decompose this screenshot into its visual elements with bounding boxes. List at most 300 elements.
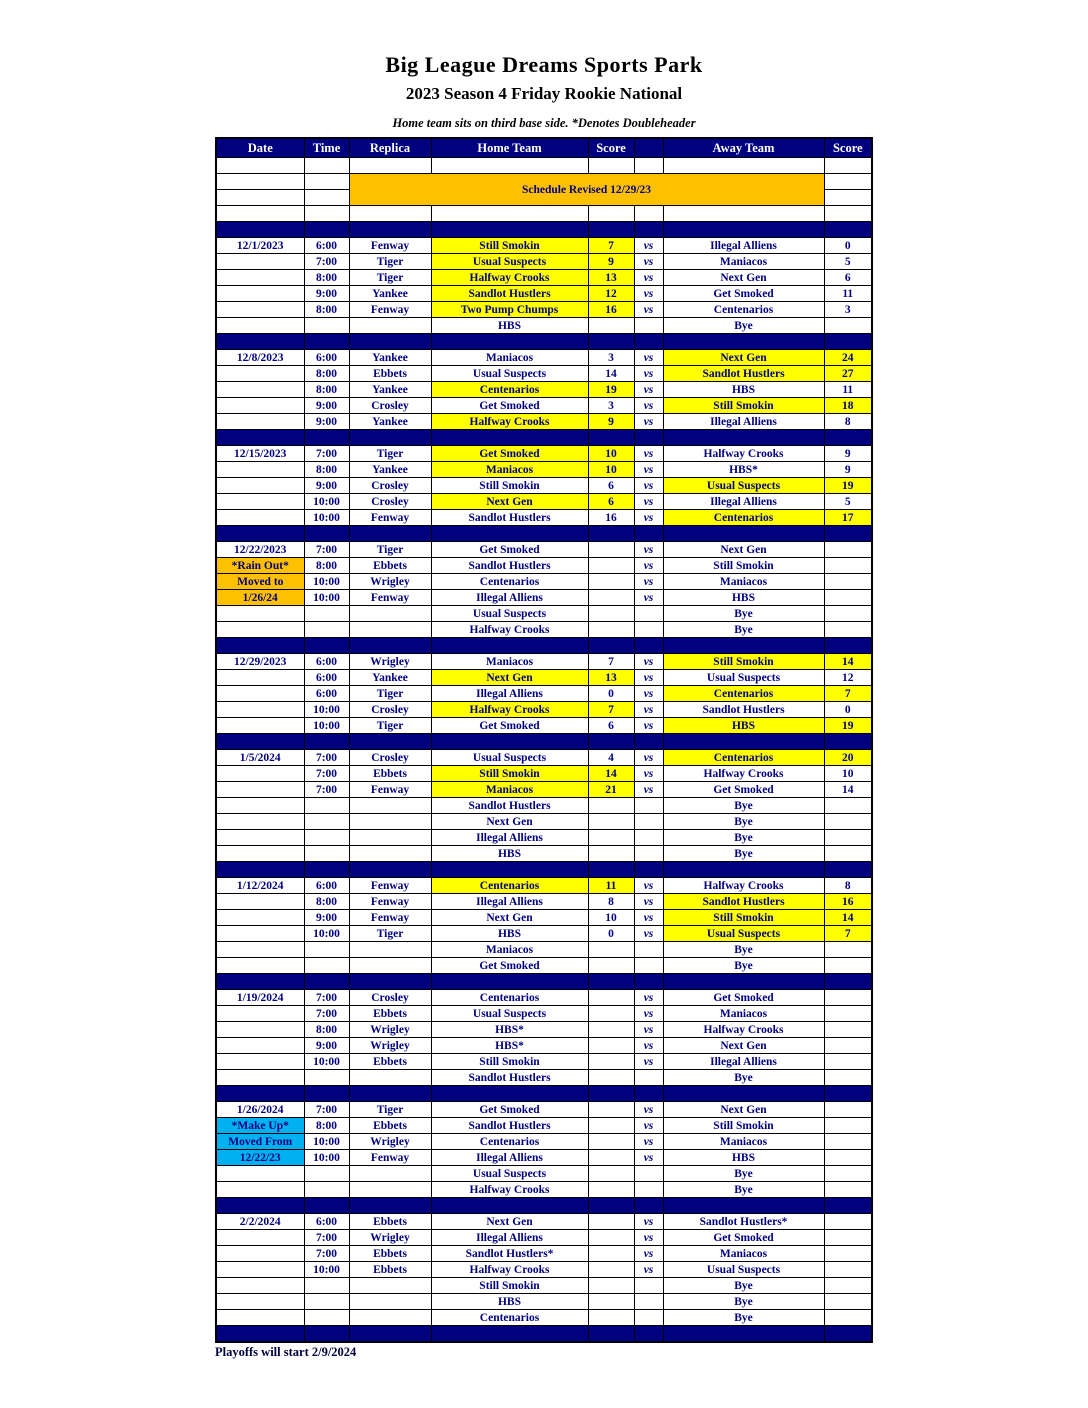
vs-cell	[634, 158, 663, 174]
vs-cell: vs	[634, 926, 663, 942]
home-score-cell	[588, 158, 634, 174]
home-team-cell: Centenarios	[431, 990, 588, 1006]
replica-cell	[349, 958, 431, 974]
time-cell: 7:00	[304, 1102, 349, 1118]
vs-cell: vs	[634, 702, 663, 718]
home-score-cell	[588, 1214, 634, 1230]
away-team-cell: Bye	[663, 958, 824, 974]
game-row	[216, 686, 872, 702]
vs-cell	[634, 606, 663, 622]
header-cell-time: Time	[304, 138, 349, 158]
home-score-cell: 7	[588, 654, 634, 670]
home-score-cell	[588, 814, 634, 830]
time-cell	[304, 158, 349, 174]
date-cell: 12/15/2023	[216, 446, 304, 462]
away-team-cell: Bye	[663, 1182, 824, 1198]
vs-cell: vs	[634, 558, 663, 574]
separator-band-cell	[304, 1198, 349, 1214]
replica-cell: Fenway	[349, 238, 431, 254]
away-team-cell: Halfway Crooks	[663, 878, 824, 894]
game-row	[216, 1054, 872, 1070]
away-score-cell	[824, 1118, 872, 1134]
time-cell: 10:00	[304, 1134, 349, 1150]
away-score-cell: 0	[824, 238, 872, 254]
replica-cell: Crosley	[349, 990, 431, 1006]
away-score-cell	[824, 1070, 872, 1086]
vs-cell: vs	[634, 1102, 663, 1118]
replica-cell: Wrigley	[349, 1022, 431, 1038]
home-score-cell	[588, 1006, 634, 1022]
date-cell: 1/26/24	[216, 590, 304, 606]
away-score-cell	[824, 1134, 872, 1150]
vs-cell: vs	[634, 254, 663, 270]
time-cell: 7:00	[304, 254, 349, 270]
away-score-cell: 9	[824, 462, 872, 478]
separator-band-cell	[349, 862, 431, 878]
home-team-cell: Next Gen	[431, 910, 588, 926]
away-score-cell: 9	[824, 446, 872, 462]
vs-cell	[634, 814, 663, 830]
game-row	[216, 350, 872, 366]
vs-cell: vs	[634, 398, 663, 414]
separator-band-cell	[588, 334, 634, 350]
away-team-cell: Bye	[663, 798, 824, 814]
bye-row	[216, 1166, 872, 1182]
date-cell: 1/26/2024	[216, 1102, 304, 1118]
vs-cell: vs	[634, 1134, 663, 1150]
time-cell: 10:00	[304, 702, 349, 718]
date-cell	[216, 766, 304, 782]
away-score-cell	[824, 1310, 872, 1326]
home-score-cell: 3	[588, 398, 634, 414]
home-team-cell: HBS	[431, 926, 588, 942]
home-score-cell	[588, 606, 634, 622]
home-team-cell: Centenarios	[431, 1310, 588, 1326]
home-team-cell: Usual Suspects	[431, 366, 588, 382]
separator-band-cell	[349, 638, 431, 654]
header-cell-home-team: Home Team	[431, 138, 588, 158]
away-team-cell: Maniacos	[663, 1134, 824, 1150]
game-row	[216, 302, 872, 318]
home-score-cell: 11	[588, 878, 634, 894]
away-score-cell: 7	[824, 926, 872, 942]
away-score-cell	[824, 318, 872, 334]
date-cell	[216, 942, 304, 958]
separator-band-cell	[588, 1326, 634, 1343]
time-cell	[304, 318, 349, 334]
home-team-cell: HBS	[431, 318, 588, 334]
bye-row	[216, 606, 872, 622]
replica-cell	[349, 798, 431, 814]
home-score-cell	[588, 1278, 634, 1294]
away-score-cell: 14	[824, 654, 872, 670]
home-score-cell: 13	[588, 670, 634, 686]
vs-cell: vs	[634, 238, 663, 254]
game-row	[216, 654, 872, 670]
away-team-cell: Halfway Crooks	[663, 1022, 824, 1038]
away-score-cell: 16	[824, 894, 872, 910]
vs-cell: vs	[634, 302, 663, 318]
separator-band-cell	[663, 222, 824, 238]
time-cell	[304, 190, 349, 206]
away-score-cell	[824, 798, 872, 814]
away-team-cell: Bye	[663, 622, 824, 638]
game-row	[216, 1150, 872, 1166]
away-team-cell: Maniacos	[663, 1006, 824, 1022]
date-cell: Moved to	[216, 574, 304, 590]
home-score-cell: 6	[588, 478, 634, 494]
replica-cell: Yankee	[349, 286, 431, 302]
vs-cell: vs	[634, 1150, 663, 1166]
away-team-cell: Usual Suspects	[663, 1262, 824, 1278]
home-team-cell: Sandlot Hustlers	[431, 510, 588, 526]
away-score-cell: 8	[824, 414, 872, 430]
home-team-cell: Get Smoked	[431, 542, 588, 558]
away-team-cell: Bye	[663, 1310, 824, 1326]
game-row	[216, 1230, 872, 1246]
page-title: Big League Dreams Sports Park	[385, 52, 703, 77]
home-team-cell: Centenarios	[431, 382, 588, 398]
away-team-cell: Bye	[663, 942, 824, 958]
home-score-cell	[588, 1070, 634, 1086]
date-cell: 1/19/2024	[216, 990, 304, 1006]
separator-band-cell	[634, 974, 663, 990]
date-cell: *Make Up*	[216, 1118, 304, 1134]
separator-band-cell	[588, 1086, 634, 1102]
time-cell: 6:00	[304, 878, 349, 894]
separator-band-cell	[431, 1198, 588, 1214]
home-score-cell	[588, 542, 634, 558]
separator-band-cell	[349, 334, 431, 350]
away-team-cell: Bye	[663, 1294, 824, 1310]
game-row	[216, 478, 872, 494]
separator-band-cell	[216, 1086, 304, 1102]
away-score-cell	[824, 1278, 872, 1294]
spacer-row	[216, 206, 872, 222]
replica-cell: Crosley	[349, 478, 431, 494]
vs-cell	[634, 798, 663, 814]
replica-cell: Yankee	[349, 414, 431, 430]
separator-band-cell	[216, 1326, 304, 1343]
away-team-cell: Sandlot Hustlers*	[663, 1214, 824, 1230]
separator-band-cell	[824, 222, 872, 238]
date-cell	[216, 174, 304, 190]
game-row	[216, 462, 872, 478]
time-cell	[304, 1182, 349, 1198]
date-cell: 12/8/2023	[216, 350, 304, 366]
game-row	[216, 382, 872, 398]
time-cell: 6:00	[304, 350, 349, 366]
time-cell: 8:00	[304, 1022, 349, 1038]
time-cell: 10:00	[304, 718, 349, 734]
replica-cell	[349, 1182, 431, 1198]
date-cell	[216, 1310, 304, 1326]
away-team-cell: Next Gen	[663, 270, 824, 286]
separator-band-cell	[588, 862, 634, 878]
replica-cell: Yankee	[349, 350, 431, 366]
home-score-cell	[588, 1150, 634, 1166]
home-score-cell	[588, 846, 634, 862]
time-cell: 7:00	[304, 1230, 349, 1246]
vs-cell: vs	[634, 1054, 663, 1070]
separator-band-row	[216, 1198, 872, 1214]
date-cell	[216, 958, 304, 974]
time-cell	[304, 1278, 349, 1294]
home-team-cell: Get Smoked	[431, 398, 588, 414]
home-team-cell: Sandlot Hustlers	[431, 1070, 588, 1086]
vs-cell: vs	[634, 1262, 663, 1278]
away-team-cell	[663, 158, 824, 174]
game-row	[216, 1038, 872, 1054]
time-cell: 6:00	[304, 238, 349, 254]
home-score-cell	[588, 1294, 634, 1310]
replica-cell	[349, 606, 431, 622]
bye-row	[216, 830, 872, 846]
replica-cell	[349, 1294, 431, 1310]
home-team-cell: Still Smokin	[431, 1278, 588, 1294]
time-cell: 6:00	[304, 686, 349, 702]
away-team-cell: Bye	[663, 1278, 824, 1294]
date-cell	[216, 414, 304, 430]
separator-band-cell	[824, 862, 872, 878]
home-team-cell: Illegal Alliens	[431, 830, 588, 846]
home-team-cell: Illegal Alliens	[431, 686, 588, 702]
home-team-cell: Usual Suspects	[431, 750, 588, 766]
home-team-cell: HBS	[431, 846, 588, 862]
date-cell	[216, 158, 304, 174]
vs-cell: vs	[634, 878, 663, 894]
away-score-cell	[824, 1150, 872, 1166]
time-cell: 10:00	[304, 494, 349, 510]
time-cell: 8:00	[304, 270, 349, 286]
home-team-cell: Get Smoked	[431, 958, 588, 974]
home-score-cell: 6	[588, 718, 634, 734]
time-cell	[304, 206, 349, 222]
home-team-cell: Maniacos	[431, 350, 588, 366]
vs-cell: vs	[634, 478, 663, 494]
home-score-cell	[588, 1182, 634, 1198]
vs-cell	[634, 206, 663, 222]
bye-row	[216, 942, 872, 958]
time-cell	[304, 1294, 349, 1310]
away-score-cell: 19	[824, 718, 872, 734]
replica-cell: Wrigley	[349, 1134, 431, 1150]
date-cell: Moved From	[216, 1134, 304, 1150]
replica-cell: Crosley	[349, 398, 431, 414]
date-cell	[216, 702, 304, 718]
game-row	[216, 1118, 872, 1134]
game-row	[216, 702, 872, 718]
banner-row	[216, 174, 872, 190]
date-cell	[216, 510, 304, 526]
home-team-cell: Maniacos	[431, 782, 588, 798]
separator-band-cell	[216, 974, 304, 990]
vs-cell: vs	[634, 1118, 663, 1134]
date-cell	[216, 622, 304, 638]
time-cell	[304, 1310, 349, 1326]
away-score-cell	[824, 606, 872, 622]
replica-cell: Fenway	[349, 878, 431, 894]
game-row	[216, 782, 872, 798]
time-cell: 10:00	[304, 1262, 349, 1278]
separator-band-cell	[588, 430, 634, 446]
vs-cell: vs	[634, 462, 663, 478]
separator-band-cell	[824, 334, 872, 350]
home-score-cell: 10	[588, 910, 634, 926]
home-score-cell	[588, 622, 634, 638]
home-score-cell	[588, 1022, 634, 1038]
separator-band-cell	[349, 1326, 431, 1343]
home-team-cell: Usual Suspects	[431, 606, 588, 622]
replica-cell: Crosley	[349, 702, 431, 718]
away-score-cell	[824, 574, 872, 590]
date-cell	[216, 190, 304, 206]
away-team-cell: Next Gen	[663, 542, 824, 558]
away-team-cell: Maniacos	[663, 574, 824, 590]
separator-band-cell	[634, 1326, 663, 1343]
date-cell	[216, 1294, 304, 1310]
home-score-cell: 16	[588, 510, 634, 526]
date-cell	[216, 462, 304, 478]
away-score-cell: 14	[824, 910, 872, 926]
home-team-cell: Centenarios	[431, 1134, 588, 1150]
vs-cell: vs	[634, 366, 663, 382]
time-cell	[304, 174, 349, 190]
away-team-cell: Get Smoked	[663, 1230, 824, 1246]
time-cell: 8:00	[304, 462, 349, 478]
separator-band-cell	[663, 526, 824, 542]
game-row	[216, 670, 872, 686]
home-score-cell: 10	[588, 446, 634, 462]
home-team-cell	[431, 158, 588, 174]
home-score-cell: 19	[588, 382, 634, 398]
away-score-cell	[824, 542, 872, 558]
date-cell: 12/29/2023	[216, 654, 304, 670]
home-team-cell: Maniacos	[431, 942, 588, 958]
away-score-cell	[824, 1006, 872, 1022]
home-team-cell: Sandlot Hustlers	[431, 1118, 588, 1134]
replica-cell	[349, 942, 431, 958]
vs-cell: vs	[634, 1246, 663, 1262]
vs-cell: vs	[634, 670, 663, 686]
away-team-cell: Get Smoked	[663, 286, 824, 302]
replica-cell: Fenway	[349, 302, 431, 318]
game-row	[216, 1022, 872, 1038]
home-score-cell: 9	[588, 414, 634, 430]
separator-band-cell	[824, 638, 872, 654]
home-team-cell: HBS*	[431, 1038, 588, 1054]
separator-band-cell	[216, 734, 304, 750]
vs-cell: vs	[634, 910, 663, 926]
away-team-cell: Usual Suspects	[663, 670, 824, 686]
home-score-cell: 13	[588, 270, 634, 286]
separator-band-cell	[824, 1198, 872, 1214]
game-row	[216, 894, 872, 910]
home-team-cell: Sandlot Hustlers	[431, 798, 588, 814]
vs-cell	[634, 1166, 663, 1182]
bye-row	[216, 1310, 872, 1326]
away-score-cell	[824, 830, 872, 846]
game-row	[216, 1214, 872, 1230]
date-cell: *Rain Out*	[216, 558, 304, 574]
replica-cell: Crosley	[349, 750, 431, 766]
date-cell	[216, 286, 304, 302]
replica-cell	[349, 1310, 431, 1326]
away-score-cell	[824, 158, 872, 174]
separator-band-cell	[634, 1198, 663, 1214]
home-score-cell	[588, 590, 634, 606]
game-row	[216, 270, 872, 286]
game-row	[216, 1262, 872, 1278]
separator-band-cell	[216, 1198, 304, 1214]
away-score-cell: 12	[824, 670, 872, 686]
home-team-cell: Get Smoked	[431, 1102, 588, 1118]
replica-cell	[349, 158, 431, 174]
home-score-cell	[588, 958, 634, 974]
date-cell	[216, 830, 304, 846]
away-score-cell: 6	[824, 270, 872, 286]
bye-row	[216, 846, 872, 862]
separator-band-cell	[304, 334, 349, 350]
home-team-cell: Maniacos	[431, 462, 588, 478]
replica-cell: Ebbets	[349, 1214, 431, 1230]
replica-cell: Wrigley	[349, 654, 431, 670]
date-cell	[216, 1246, 304, 1262]
replica-cell	[349, 1278, 431, 1294]
game-row	[216, 446, 872, 462]
home-score-cell: 0	[588, 926, 634, 942]
separator-band-cell	[349, 222, 431, 238]
date-cell	[216, 1166, 304, 1182]
vs-cell	[634, 1278, 663, 1294]
home-team-cell: Centenarios	[431, 574, 588, 590]
home-score-cell	[588, 830, 634, 846]
home-score-cell: 9	[588, 254, 634, 270]
date-cell: 12/1/2023	[216, 238, 304, 254]
home-team-cell: Halfway Crooks	[431, 414, 588, 430]
game-row	[216, 366, 872, 382]
header-cell-away-team: Away Team	[663, 138, 824, 158]
separator-band-cell	[216, 526, 304, 542]
header-cell-vs	[634, 138, 663, 158]
game-row	[216, 766, 872, 782]
bye-row	[216, 1294, 872, 1310]
away-team-cell: Still Smokin	[663, 1118, 824, 1134]
game-row	[216, 1246, 872, 1262]
home-score-cell	[588, 1230, 634, 1246]
replica-cell: Fenway	[349, 894, 431, 910]
away-team-cell: Sandlot Hustlers	[663, 894, 824, 910]
time-cell: 9:00	[304, 478, 349, 494]
vs-cell: vs	[634, 1006, 663, 1022]
vs-cell: vs	[634, 782, 663, 798]
vs-cell: vs	[634, 286, 663, 302]
separator-band-cell	[304, 862, 349, 878]
home-team-cell: Centenarios	[431, 878, 588, 894]
game-row	[216, 238, 872, 254]
vs-cell	[634, 1310, 663, 1326]
away-score-cell: 27	[824, 366, 872, 382]
replica-cell	[349, 318, 431, 334]
vs-cell: vs	[634, 494, 663, 510]
time-cell: 8:00	[304, 558, 349, 574]
date-cell	[216, 670, 304, 686]
home-score-cell	[588, 942, 634, 958]
separator-band-row	[216, 734, 872, 750]
header-cell-score: Score	[588, 138, 634, 158]
separator-band-cell	[634, 1086, 663, 1102]
time-cell: 8:00	[304, 1118, 349, 1134]
